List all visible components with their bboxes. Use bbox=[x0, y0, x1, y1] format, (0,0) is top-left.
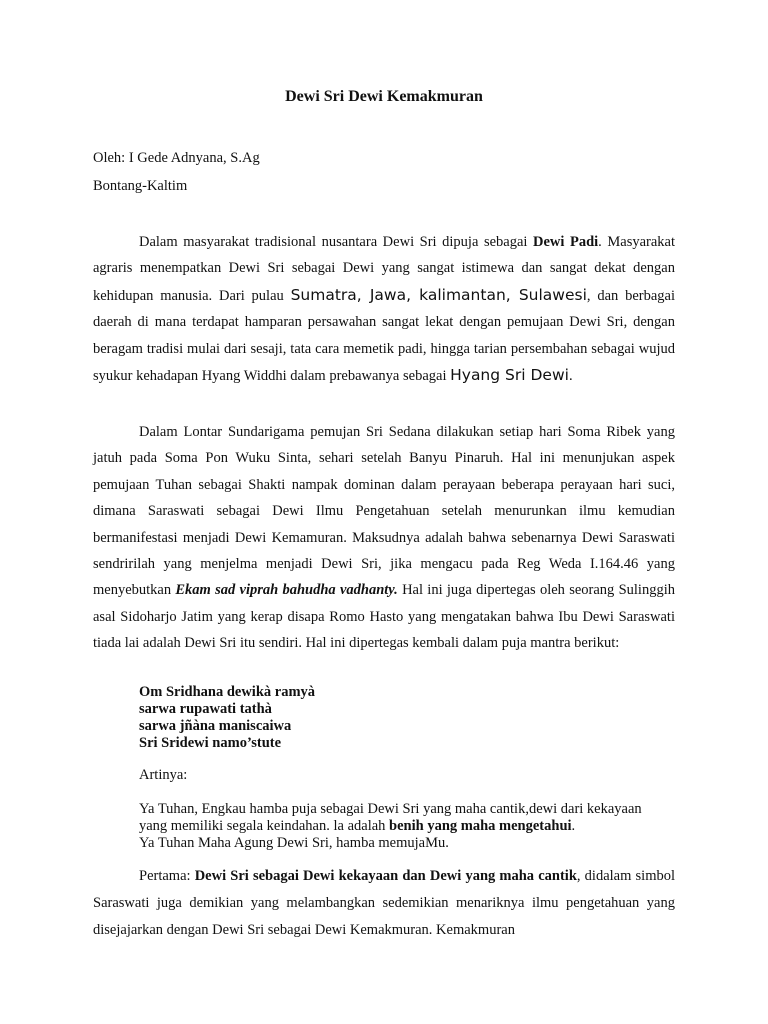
text-run: . bbox=[568, 368, 573, 385]
paragraph-lontar bbox=[93, 419, 675, 657]
paragraph-pertama bbox=[93, 863, 675, 944]
text-run: . bbox=[571, 818, 576, 834]
text-run: Hal ini juga dipertegas oleh seorang Sulinggih asal Sidoharjo Jatim yang kerap disapa Romo Hasto yang mengatakan bahwa Ibu Dewi Saraswati tiada lai adalah Dewi Sri itu sendiri. Hal ini dipertegas kembali dalam puja mantra berikut: bbox=[93, 582, 675, 652]
text-run: Ya Tuhan, Engkau hamba puja sebagai Dewi Sri yang maha cantik,dewi dari kekayaan yang memiliki segala keindahan. la adalah bbox=[139, 801, 642, 834]
artinya-label: Artinya: bbox=[139, 767, 188, 783]
text-run: Dalam masyarakat tradisional nusantara Dewi Sri dipuja sebagai bbox=[139, 234, 533, 250]
text-run: , didalam simbol Saraswati juga demikian yang melambangkan sedemikian menariknya ilmu pengetahuan yang disejajarkan dengan Dewi Sri sebagai Dewi Kemakmuran. Kemakmuran bbox=[93, 868, 676, 938]
bold-term-pertama: Dewi Sri sebagai Dewi kekayaan dan Dewi yang maha cantik bbox=[194, 868, 577, 884]
text-run: , dan berbagai daerah di mana terdapat hamparan persawahan sangat lekat dengan pemujaan Dewi Sri, dengan beragam tradisi mulai dari sesaji, tata cara memetik padi, hingga tarian persembahan sebagai wujud syukur kehadapan Hyang Widdhi dalam prebawanya sebagai bbox=[93, 287, 675, 385]
document-title: Dewi Sri Dewi Kemakmuran bbox=[285, 88, 483, 105]
location-line: Bontang-Kaltim bbox=[93, 178, 188, 194]
bold-italic-quote: Ekam sad viprah bahudha vadhanty. bbox=[175, 582, 398, 599]
mantra-line: sarwa rupawati tathà bbox=[139, 701, 272, 717]
mantra-line: Om Sridhana dewikà ramyà bbox=[139, 684, 316, 700]
author-line: Oleh: I Gede Adnyana, S.Ag bbox=[93, 150, 260, 166]
translation-text bbox=[139, 801, 679, 835]
text-run: . Masyarakat agraris menempatkan Dewi Sri sebagai Dewi yang sangat istimewa dan sangat dekat dengan kehidupan manusia. Dari pulau bbox=[93, 234, 675, 304]
paragraph-intro bbox=[93, 229, 675, 389]
mantra-line: Sri Sridewi namo’stute bbox=[139, 735, 282, 751]
hyang-sri-dewi: Hyang Sri Dewi bbox=[450, 366, 569, 385]
text-run: Dalam Lontar Sundarigama pemujan Sri Sedana dilakukan setiap hari Soma Ribek yang jatuh pada Soma Pon Wuku Sinta, sehari setelah Banyu Pinaruh. Hal ini menunjukan aspek pemujaan Tuhan sebagai Shakti nampak dominan dalam perayaan beberapa perayaan hari suci, dimana Saraswati sebagai Dewi Ilmu Pengetahuan setelah menurunkan ilmu kemudian bermanifestasi menjadi Dewi Kemamuran. Maksudnya adalah bahwa sebenarnya Dewi Saraswati sendririlah yang menjelma menjadi Dewi Sri, jika mengacu pada Reg Weda I.164.46 yang menyebutkan bbox=[93, 424, 675, 599]
mantra-block bbox=[139, 684, 315, 752]
island-names: Sumatra, Jawa, kalimantan, Sulawesi bbox=[290, 285, 587, 304]
translation-block bbox=[139, 801, 679, 852]
bold-term-dewi-padi: Dewi Padi bbox=[533, 234, 599, 250]
translation-line-3: Ya Tuhan Maha Agung Dewi Sri, hamba memujaMu. bbox=[139, 835, 449, 851]
mantra-line: sarwa jñàna maniscaiwa bbox=[139, 718, 292, 734]
bold-term-benih: benih yang maha mengetahui bbox=[389, 818, 572, 834]
text-run: Pertama: bbox=[139, 868, 195, 884]
